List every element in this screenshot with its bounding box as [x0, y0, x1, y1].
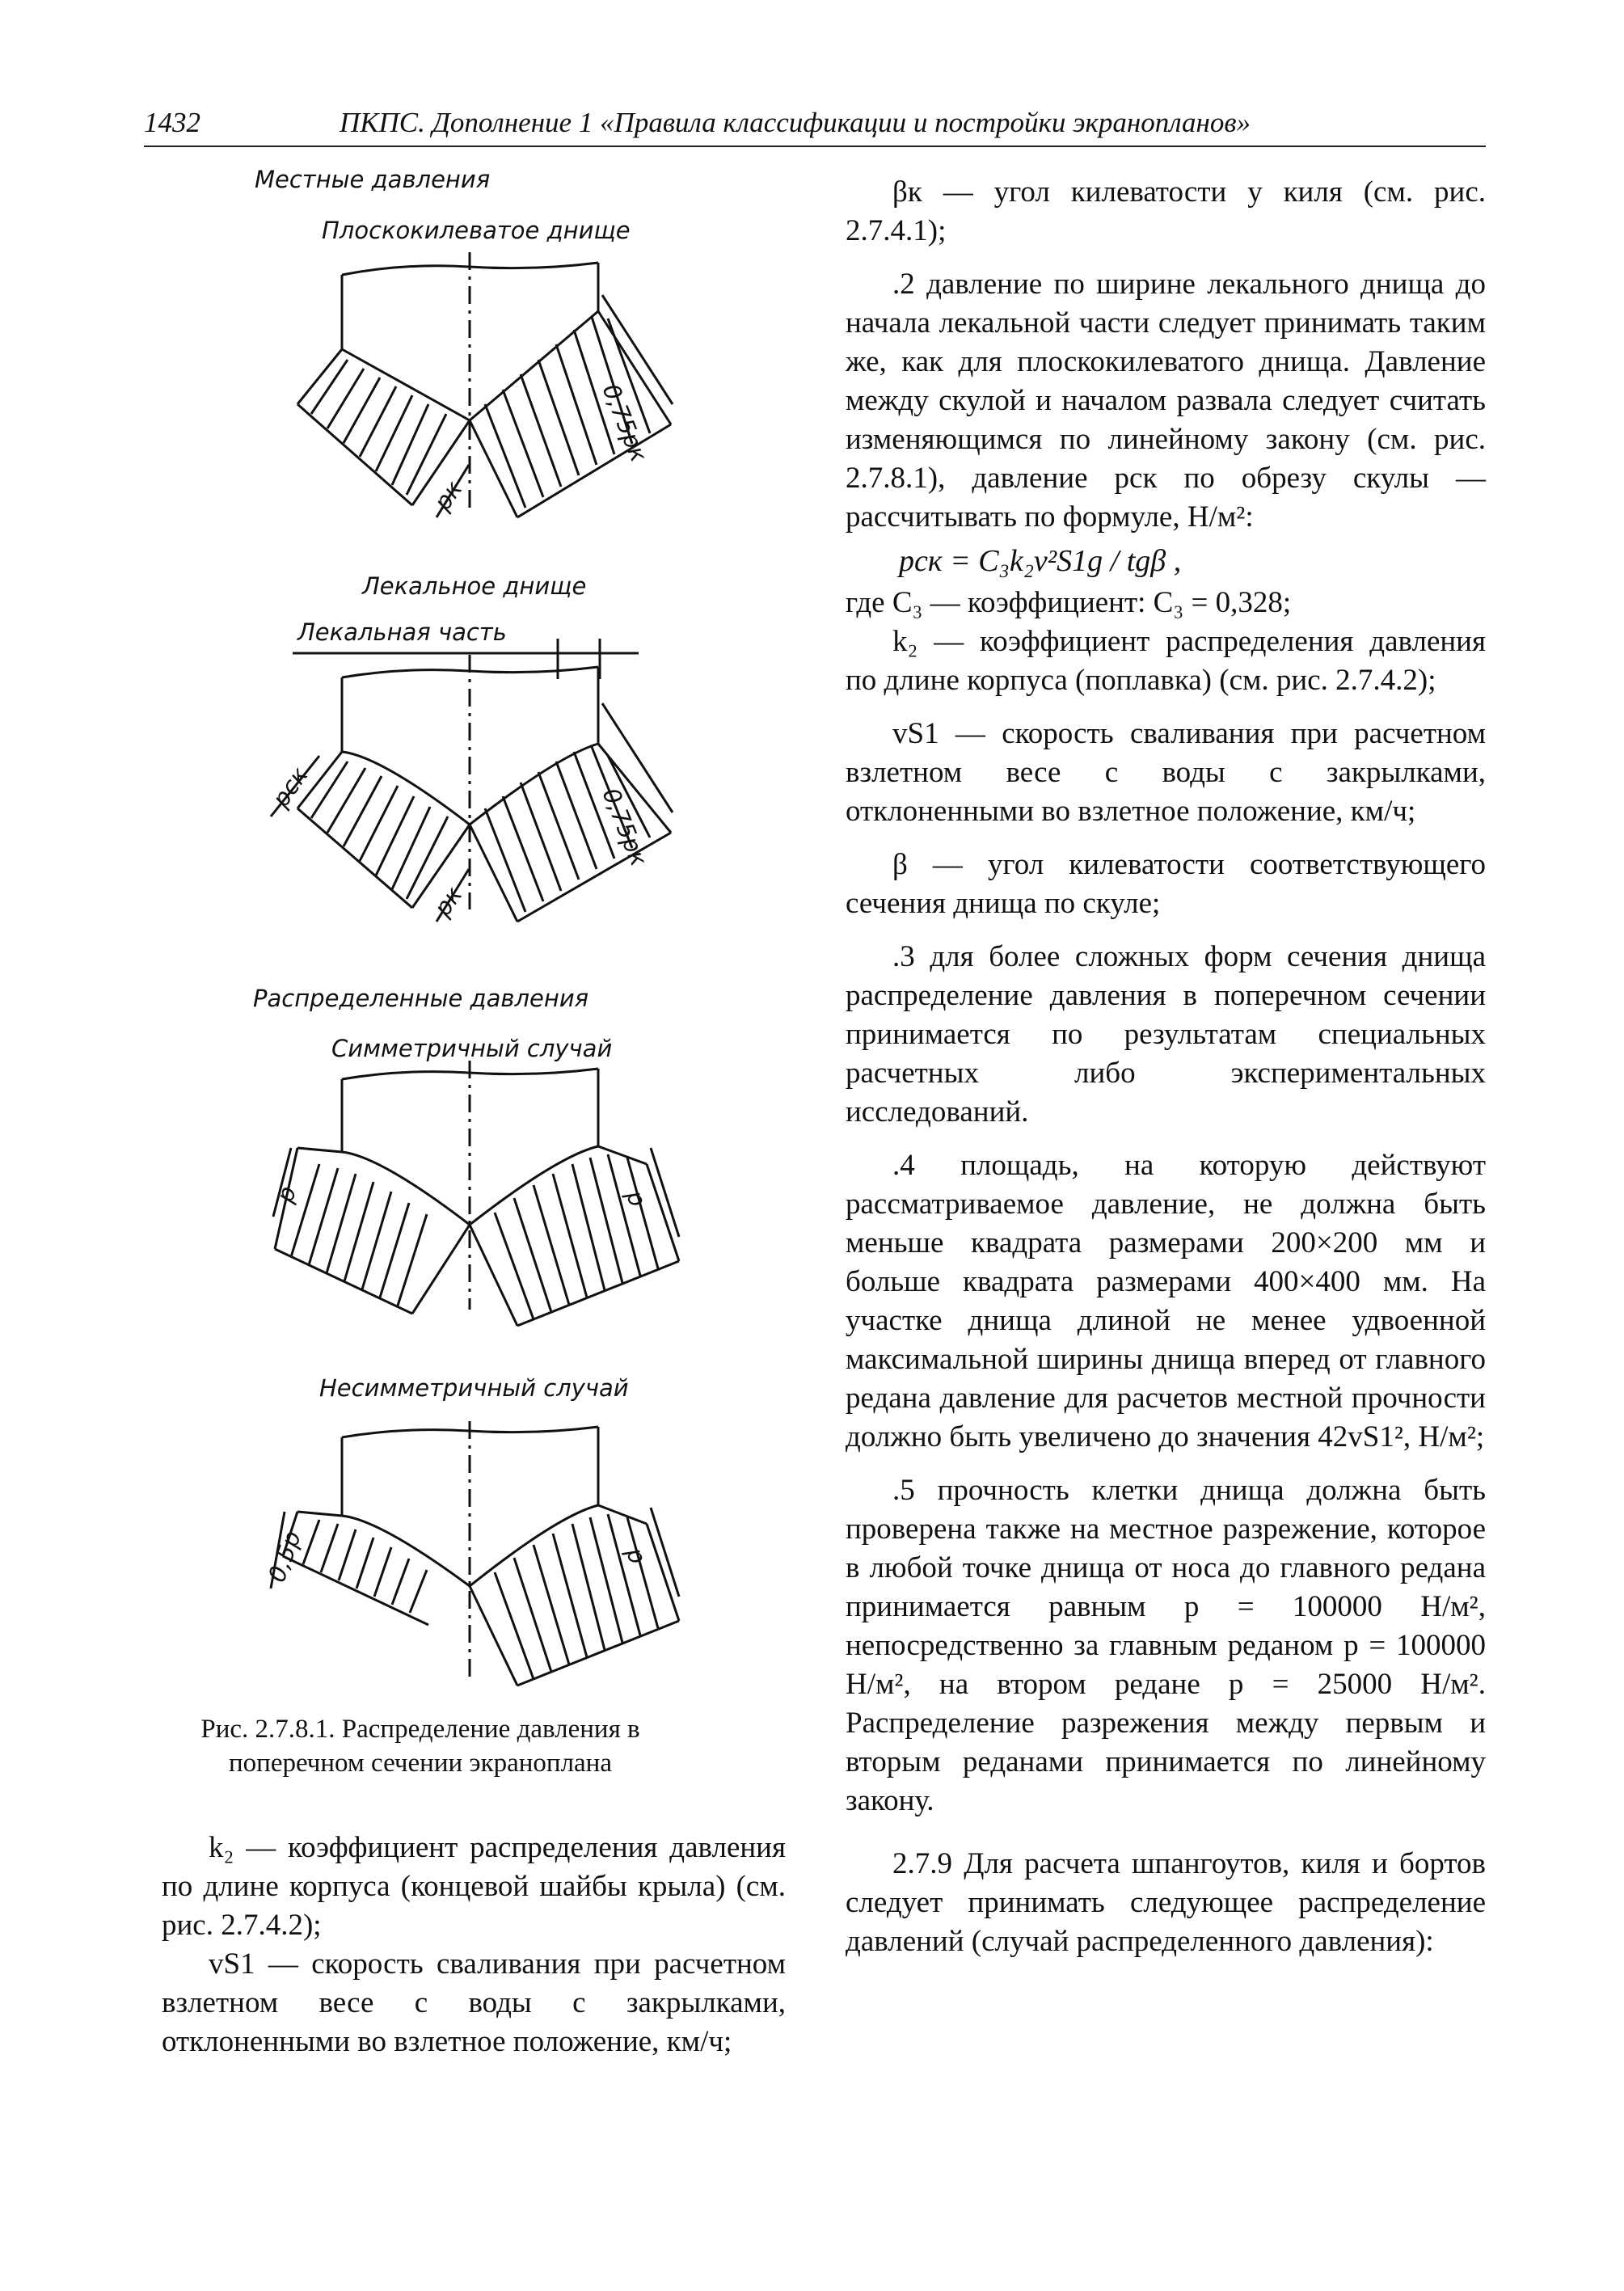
curved-part-label: Лекальная часть — [297, 618, 507, 646]
asymmetric-diagram — [271, 1421, 679, 1686]
left-k2-definition: k₂ — коэффициент распределения давления по длине корпуса (концевой шайбы крыла) (см. рис. 2.7.4.2); — [162, 1831, 786, 1942]
asym-left-arrows — [303, 1520, 427, 1613]
asymmetric-label: Несимметричный случай — [319, 1374, 629, 1402]
curved-bottom-diagram — [271, 639, 673, 922]
label-p-sym-right: p — [621, 1187, 652, 1210]
item-5: .5 прочность клетки днища должна быть проверена также на местное разрежение, которое в любой точке днища от носа до главного редана принимается равным p = 100000 Н/м², непосредственно за главным реданом p = 100000 Н/м², на втором редане p = 25000 Н/м². Распределение разрежения между первым и вторым реданами принимается по линейному закону. — [846, 1474, 1486, 1817]
sym-right-arrows — [495, 1154, 658, 1319]
left-column — [162, 1829, 786, 2061]
curved-bottom-label: Лекальное днище — [362, 572, 587, 600]
symmetric-label: Симметричный случай — [331, 1035, 613, 1062]
page-number: 1432 — [144, 107, 200, 138]
label-05p: 0,5p — [263, 1527, 307, 1586]
sym-left-arrows — [291, 1164, 427, 1306]
section-2-7-9: 2.7.9 Для расчета шпангоутов, киля и бортов следует принимать следующее распределение давлений (случай распределенного давления): — [846, 1847, 1486, 1958]
item-3: .3 для более сложных форм сечения днища распределение давления в поперечном сечении принимается по результатам специальных расчетных либо экспериментальных исследований. — [846, 940, 1486, 1129]
left-vs1-definition: vS1 — скорость сваливания при расчетном взлетном весе с воды с закрылками, отклоненными во взлетное положение, км/ч; — [162, 1947, 786, 2058]
label-075pk-2: 0,75pк — [597, 784, 653, 870]
label-pk-1: pк — [428, 475, 468, 516]
label-p-asym-right: p — [621, 1544, 652, 1567]
local-pressures-label: Местные давления — [255, 166, 491, 193]
vs1-definition: vS1 — скорость сваливания при расчетном взлетном весе с воды с закрылками, отклоненными во взлетное положение, км/ч; — [846, 717, 1486, 828]
item-2: .2 давление по ширине лекального днища до начала лекальной части следует принимать таким же, как для плоскокилеватого днища. Давление между скулой и началом развала следует считать изменяющимся по линейному закону (см. рис. 2.7.8.1), давление pск по обрезу скулы — рассчитывать по формуле, Н/м²: — [846, 268, 1486, 534]
label-p-sym-left: p — [271, 1182, 302, 1206]
item-4: .4 площадь, на которую действуют рассматриваемое давление, не должна быть меньше квадрата размерами 200×200 мм и больше квадрата размерами 400×400 мм. На участке днища длиной не менее удвоенной максимальной ширины днища вперед от главного редана давление для расчетов местной прочности должно быть увеличено до значения 42vS1², Н/м²; — [846, 1149, 1486, 1453]
c3-definition: где C₃ — коэффициент: C₃ = 0,328; — [846, 586, 1292, 619]
beta-definition: β — угол килеватости соответствующего сечения днища по скуле; — [846, 848, 1486, 920]
pck-formula: pск = C₃k₂v²S1g / tgβ , — [899, 544, 1182, 578]
beta-k-definition: βк — угол килеватости у киля (см. рис. 2.7.4.1); — [846, 175, 1486, 247]
label-pck: pск — [267, 762, 314, 812]
symmetric-diagram — [273, 1061, 679, 1326]
asym-right-arrows — [495, 1514, 658, 1679]
k2-definition: k₂ — коэффициент распределения давления по длине корпуса (поплавка) (см. рис. 2.7.4.2); — [846, 625, 1486, 697]
flat-bottom-label: Плоскокилеватое днище — [322, 217, 631, 244]
label-pk-2: pк — [428, 881, 468, 922]
figure-caption: Рис. 2.7.8.1. Распределение давления в поперечном сечении экраноплана — [200, 1715, 640, 1778]
distributed-pressures-label: Распределенные давления — [253, 985, 589, 1012]
label-075pk-1: 0,75pк — [597, 380, 653, 466]
right-column — [846, 173, 1486, 1961]
header-title: ПКПС. Дополнение 1 «Правила классификации и постройки экранопланов» — [340, 107, 1251, 138]
